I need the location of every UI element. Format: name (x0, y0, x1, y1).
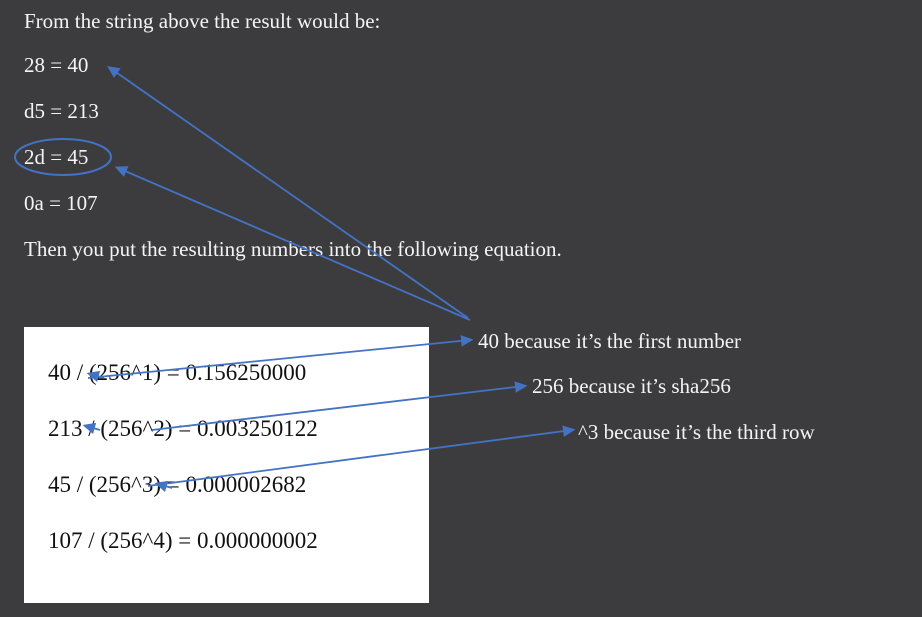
arrow-to-first-number (110, 68, 468, 318)
instruction-text: Then you put the resulting numbers into the following equation. (24, 237, 562, 261)
equation-line: 40 / (256^1) = 0.156250000 (48, 360, 307, 385)
equation-line: 45 / (256^3) = 0.000002682 (48, 472, 307, 497)
mapping-row: 0a = 107 (24, 191, 98, 215)
annotation-text: 40 because it’s the first number (478, 329, 742, 353)
mapping-row: 28 = 40 (24, 53, 89, 77)
intro-text: From the string above the result would be: (24, 9, 381, 33)
mapping-row-highlighted: 2d = 45 (24, 145, 89, 169)
annotation-text: 256 because it’s sha256 (532, 374, 731, 398)
annotation-text: ^3 because it’s the third row (578, 420, 815, 444)
equation-line: 107 / (256^4) = 0.000000002 (48, 528, 318, 553)
mapping-row: d5 = 213 (24, 99, 99, 123)
equation-line: 213 / (256^2) = 0.003250122 (48, 416, 318, 441)
equation-box (24, 327, 429, 603)
